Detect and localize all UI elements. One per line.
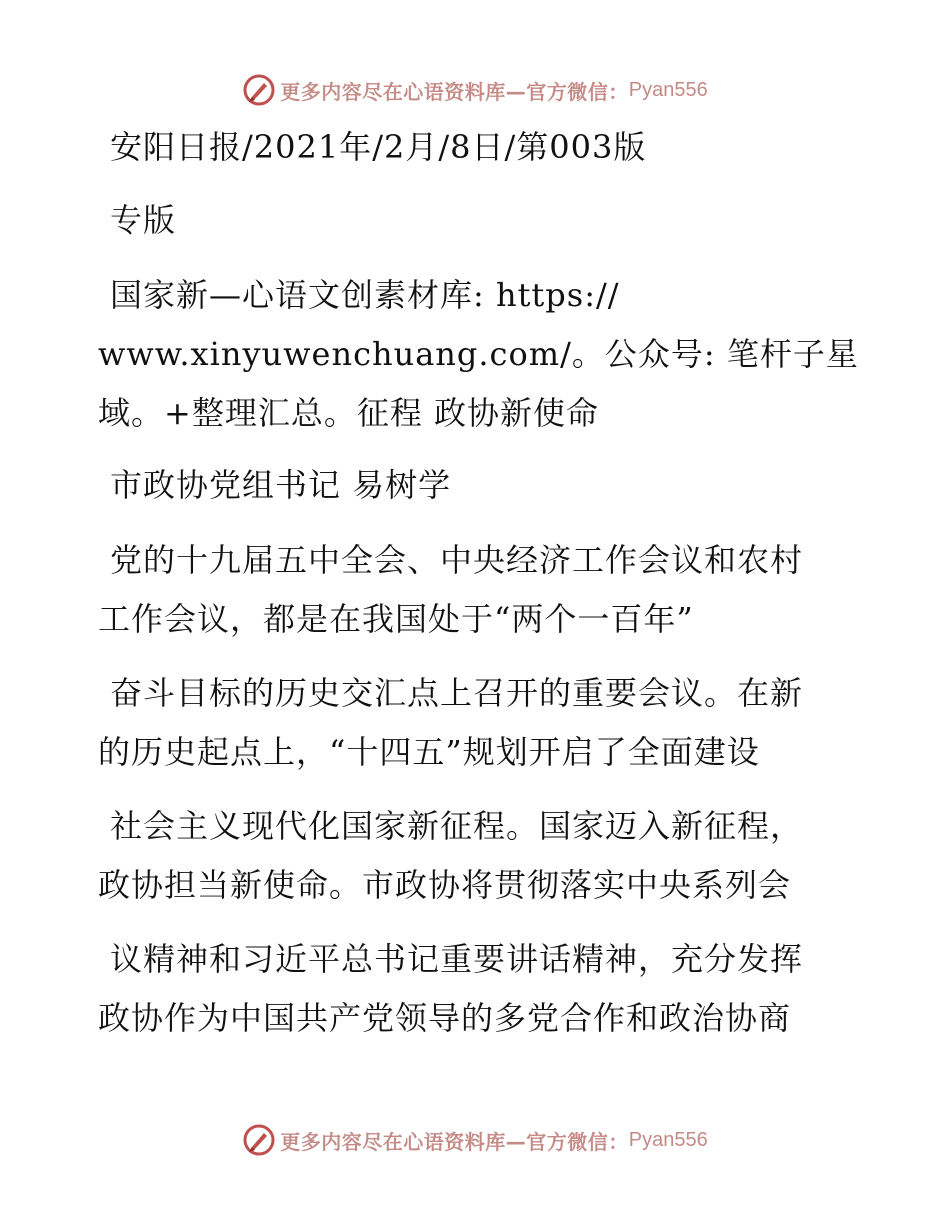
text-line: 议精神和习近平总书记重要讲话精神，充分发挥 [110, 940, 804, 978]
text-line: 奋斗目标的历史交汇点上召开的重要会议。在新 [110, 674, 804, 712]
watermark-footer [0, 1120, 950, 1160]
watermark-wechat-id: Pyan556 [628, 78, 708, 101]
watermark-text: 更多内容尽在心语资料库—官方微信： [280, 1129, 629, 1154]
text-line: 域。+整理汇总。征程 政协新使命 [98, 394, 599, 432]
pen-logo-icon [242, 1123, 276, 1157]
text-line: 党的十九届五中全会、中央经济工作会议和农村 [110, 541, 804, 579]
source-line: 安阳日报/2021年/2月/8日/第003版 [110, 128, 647, 166]
section-label: 专版 [110, 201, 177, 239]
text-line: 政协作为中国共产党领导的多党合作和政治协商 [98, 999, 792, 1037]
pen-logo-icon [242, 73, 276, 107]
watermark-text: 更多内容尽在心语资料库—官方微信： [280, 79, 629, 104]
text-line: 政协担当新使命。市政协将贯彻落实中央系列会 [98, 866, 792, 904]
text-line: 国家新—心语文创素材库: https:// [110, 276, 620, 314]
text-line: 的历史起点上，“十四五”规划开启了全面建设 [98, 733, 760, 771]
text-line: www.xinyuwenchuang.com/。公众号: 笔杆子星 [98, 335, 859, 373]
watermark-header [0, 70, 950, 110]
text-line: 工作会议，都是在我国处于“两个一百年” [98, 600, 694, 638]
watermark-wechat-id: Pyan556 [628, 1128, 708, 1151]
text-line: 社会主义现代化国家新征程。国家迈入新征程， [110, 807, 804, 845]
author-line: 市政协党组书记 易树学 [110, 466, 452, 504]
